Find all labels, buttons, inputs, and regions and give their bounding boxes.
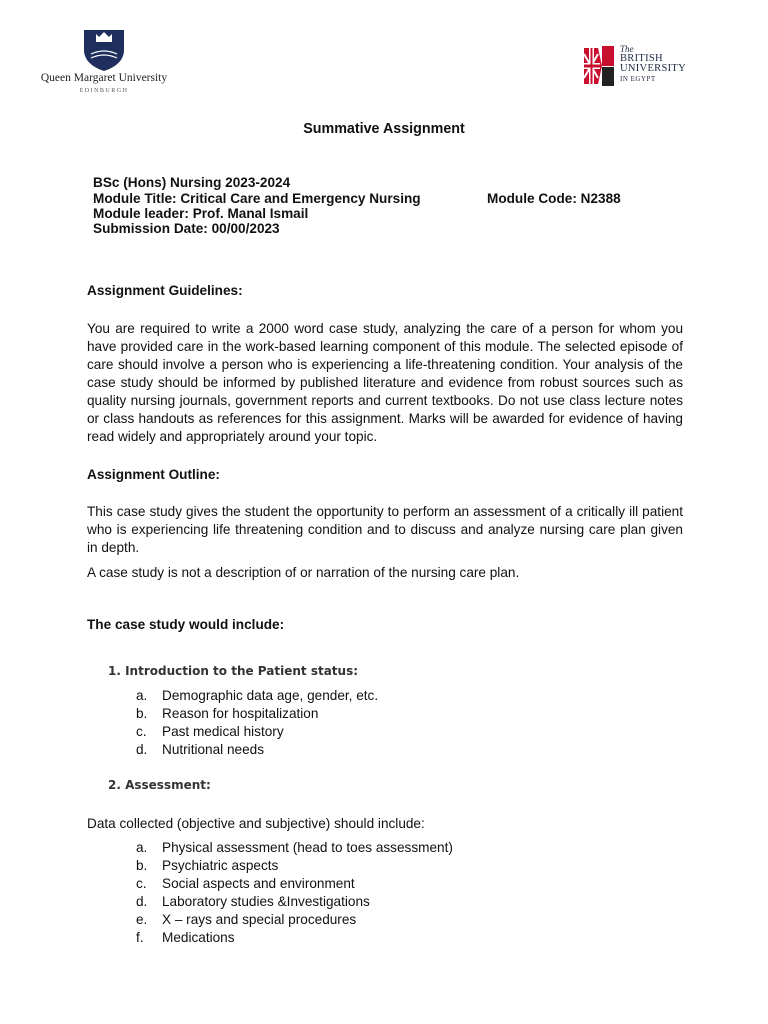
list-item — [136, 723, 378, 741]
meta-program: BSc (Hons) Nursing 2023-2024 — [93, 175, 291, 190]
outline-note: A case study is not a description of or narration of the nursing care plan. — [87, 565, 520, 580]
list-item-text: Past medical history — [162, 724, 284, 739]
list-marker: a. — [136, 840, 148, 855]
guidelines-heading: Assignment Guidelines: — [87, 283, 243, 298]
bue-flag-icon — [584, 44, 616, 88]
list-marker: c. — [136, 876, 147, 891]
meta-submission-date: Submission Date: 00/00/2023 — [93, 221, 280, 236]
list-item-text: Laboratory studies &Investigations — [162, 894, 370, 909]
list-item — [136, 911, 453, 929]
outline-text: This case study gives the student the opportunity to perform an assessment of a critically ill patient who is experiencing life threatening condition and to discuss and analyze nursing care plan given in depth. — [87, 504, 683, 555]
qmu-city: EDINBURGH — [79, 88, 129, 94]
section1-title: 1. Introduction to the Patient status: — [108, 664, 359, 678]
document-title: Summative Assignment — [303, 121, 465, 137]
section1-list — [136, 687, 378, 759]
list-item — [136, 857, 453, 875]
list-item-text: Social aspects and environment — [162, 876, 355, 891]
list-item-text: Nutritional needs — [162, 742, 265, 757]
list-item — [136, 839, 453, 857]
bue-the: The — [620, 44, 634, 54]
list-item-text: Psychiatric aspects — [162, 858, 279, 873]
list-marker: e. — [136, 912, 148, 927]
include-heading: The case study would include: — [87, 617, 285, 632]
list-marker: c. — [136, 724, 147, 739]
list-marker: d. — [136, 742, 148, 757]
list-item — [136, 875, 453, 893]
list-item-text: X – rays and special procedures — [162, 912, 357, 927]
list-marker: b. — [136, 706, 148, 721]
bue-line2: UNIVERSITY — [620, 63, 686, 74]
guidelines-text: You are required to write a 2000 word case study, analyzing the care of a person for whom you have provided care in the work-based learning component of this module. The selected episode of care should involve a person who is experiencing a life-threatening condition. Your analysis of the case study should be informed by published literature and evidence from robust sources such as quality nursing journals, government reports and current textbooks. Do not use class lecture notes or class handouts as references for this assignment. Marks will be awarded for evidence of having read widely and appropriately around your topic. — [87, 321, 683, 444]
list-marker: b. — [136, 858, 148, 873]
list-item-text: Physical assessment (head to toes assessment) — [162, 840, 453, 855]
section2-title: 2. Assessment: — [108, 778, 211, 792]
section2-intro: Data collected (objective and subjective) should include: — [87, 816, 425, 831]
list-marker: d. — [136, 894, 148, 909]
list-item — [136, 893, 453, 911]
bue-line1: BRITISH — [620, 53, 663, 64]
list-item-text: Medications — [162, 930, 235, 945]
qmu-name: Queen Margaret University — [40, 72, 168, 84]
list-item — [136, 929, 453, 947]
meta-module-title: Module Title: Critical Care and Emergency Nursing — [93, 191, 421, 206]
list-item — [136, 741, 378, 759]
bue-logo — [584, 44, 694, 94]
outline-heading: Assignment Outline: — [87, 467, 220, 482]
meta-module-code: Module Code: N2388 — [487, 191, 621, 206]
qmu-logo — [34, 24, 174, 100]
list-item-text: Demographic data age, gender, etc. — [162, 688, 379, 703]
meta-module-leader: Module leader: Prof. Manal Ismail — [93, 206, 309, 221]
qmu-crest-icon — [79, 28, 129, 72]
section2-list — [136, 839, 453, 947]
list-marker: f. — [136, 930, 144, 945]
bue-wordmark — [620, 44, 686, 84]
list-item-text: Reason for hospitalization — [162, 706, 319, 721]
bue-line3: IN EGYPT — [620, 75, 656, 83]
list-item — [136, 705, 378, 723]
list-item — [136, 687, 378, 705]
list-marker: a. — [136, 688, 148, 703]
